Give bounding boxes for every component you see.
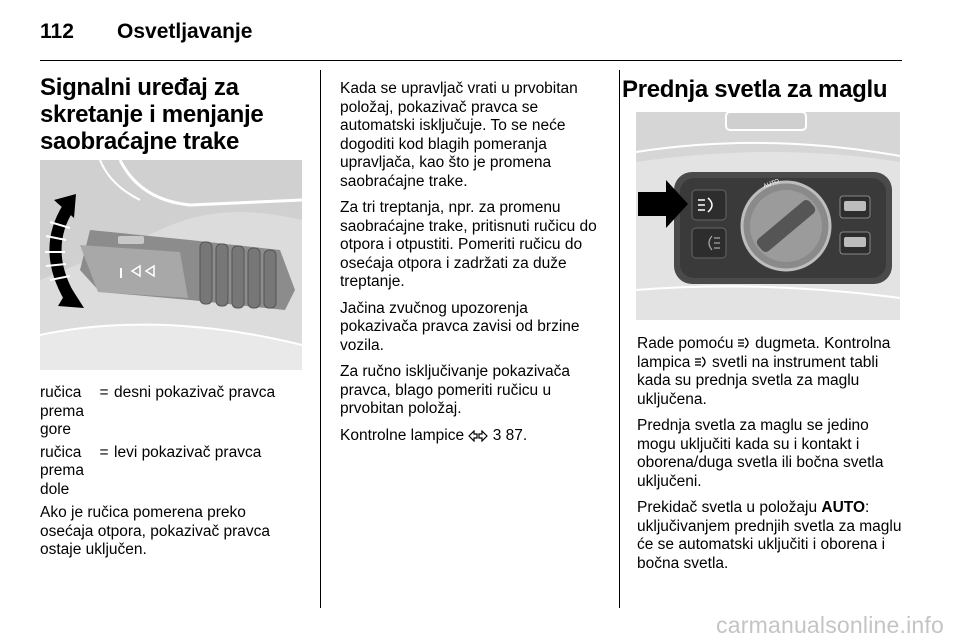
fog-light-icon xyxy=(738,336,751,350)
auto-keyword: AUTO xyxy=(821,499,866,516)
paragraph: Prednja svetla za maglu se jedino mogu uključiti kada su i kontakt i oborena/duga svetla ili bočna svetla uključeni. xyxy=(637,417,884,490)
chapter-title: Osvetljavanje xyxy=(117,20,253,43)
text-fragment: : uključivanjem prednjih svetla za maglu će se automatski uključiti i oborena i bočna svetla. xyxy=(637,499,902,572)
definition-term: ručica prema gore xyxy=(40,384,84,438)
header-rule xyxy=(40,60,902,61)
definition-row xyxy=(40,384,302,440)
paragraph: Jačina zvučnog upozorenja pokazivača pravca zavisi od brzine vozila. xyxy=(340,299,580,354)
section-heading-turn-signal: Signalni uređaj za skretanje i menjanje saobraćajne trake xyxy=(40,74,264,155)
reference-prefix: Kontrolne lampice xyxy=(340,426,465,444)
paragraph: Ako je ručica pomerena preko osećaja otpora, pokazivač pravca ostaje uključen. xyxy=(40,504,271,558)
definition-row xyxy=(40,444,302,500)
definition-term: ručica prema dole xyxy=(40,443,84,498)
text-fragment: Rade pomoću xyxy=(637,335,734,352)
reference-page: 87. xyxy=(505,426,528,444)
definition-description: levi pokazivač pravca xyxy=(114,443,262,461)
reference-line xyxy=(340,427,605,446)
column-divider-1 xyxy=(320,70,321,608)
turn-signal-arrows-icon xyxy=(468,430,488,442)
paragraph xyxy=(637,335,907,409)
left-paragraph xyxy=(40,504,302,568)
middle-column xyxy=(340,80,605,453)
column-divider-2 xyxy=(619,70,620,608)
page-reference-icon: 3 xyxy=(492,426,502,444)
definition-separator: = xyxy=(99,443,109,461)
paragraph: Za ručno isključivanje pokazivača pravca, blago pomeriti ručicu u prvobitan položaj. xyxy=(340,363,571,417)
text-fragment: svetli na instrument tabli kada su prednja svetla za maglu uključena. xyxy=(637,353,879,408)
paragraph xyxy=(637,499,907,573)
dial-auto-label: AUTO xyxy=(762,178,781,190)
right-column xyxy=(637,335,907,581)
paragraph: Za tri treptanja, npr. za promenu saobraćajne trake, pritisnuti ručicu do otpora i otpustiti. Pomeriti ručicu do osećaja otpora i zadržati za duže treptanje. xyxy=(340,199,597,290)
figure-turn-signal-lever xyxy=(40,160,302,370)
definition-description: desni pokazivač pravca xyxy=(114,384,276,401)
text-fragment: dugmeta. Kontrolna lampica xyxy=(637,335,891,371)
watermark: carmanualsonline.info xyxy=(716,612,944,638)
fog-light-icon xyxy=(695,355,708,369)
section-heading-fog-lights: Prednja svetla za maglu xyxy=(622,76,888,103)
page-number: 112 xyxy=(40,20,74,43)
paragraph: Kada se upravljač vrati u prvobitan položaj, pokazivač pravca se automatski isključuje. To se neće dogoditi kod blagih pomeranja upravljača, kao što je promena saobraćajne trake. xyxy=(340,80,578,190)
figure-light-switch xyxy=(636,112,900,320)
definition-separator: = xyxy=(99,384,109,401)
definition-list xyxy=(40,384,302,503)
text-fragment: Prekidač svetla u položaju xyxy=(637,499,818,516)
